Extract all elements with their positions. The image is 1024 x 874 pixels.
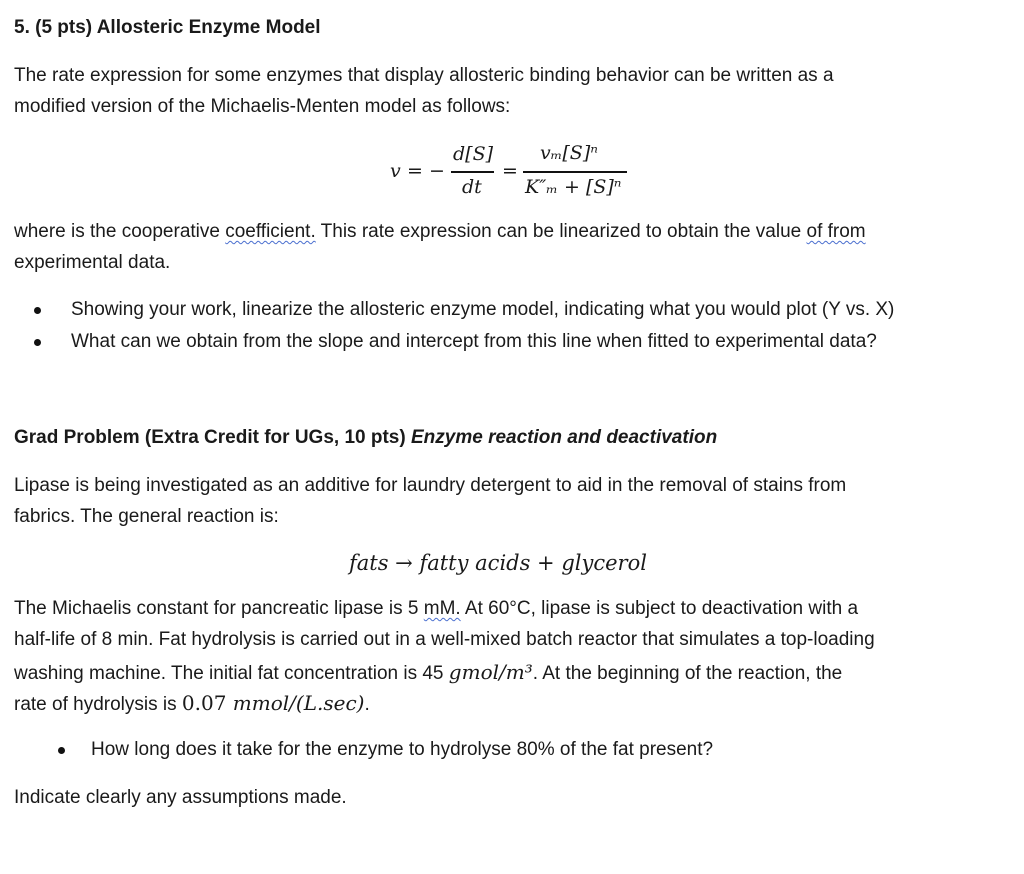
para4-text-b: . bbox=[364, 694, 370, 715]
para3-text-a: washing machine. The initial fat concentration is 45 bbox=[14, 663, 449, 684]
grad-intro-line2: fabrics. The general reaction is: bbox=[14, 506, 279, 527]
grad-para-line4 bbox=[14, 691, 370, 716]
q5-title: 5. (5 pts) Allosteric Enzyme Model bbox=[14, 17, 321, 38]
eq-equals: = bbox=[502, 160, 518, 182]
hydrolysis-rate-unit: mmol/(L.sec) bbox=[232, 691, 365, 715]
bullet-icon bbox=[58, 747, 65, 754]
hydrolysis-rate-value: 0.07 bbox=[181, 691, 233, 715]
grad-closing: Indicate clearly any assumptions made. bbox=[14, 787, 347, 808]
eq-den1: dt bbox=[462, 176, 482, 198]
fat-concentration-unit: gmol/m³ bbox=[448, 660, 533, 684]
grad-para-line3 bbox=[14, 660, 842, 685]
q5-bullet-2: What can we obtain from the slope and intercept from this line when fitted to experimental data? bbox=[71, 331, 877, 352]
grad-para-line2: half-life of 8 min. Fat hydrolysis is carried out in a well-mixed batch reactor that simulates a top-loading bbox=[14, 629, 875, 650]
eq-equals-minus: = − bbox=[407, 160, 445, 182]
eq-v: v bbox=[390, 160, 401, 182]
grad-para-line1 bbox=[14, 598, 858, 620]
grad-bullet-1: How long does it take for the enzyme to hydrolyse 80% of the fat present? bbox=[91, 739, 714, 760]
eq-fraction-bar-2 bbox=[523, 171, 627, 173]
grad-title bbox=[14, 427, 717, 449]
para3-text-b: . At the beginning of the reaction, the bbox=[532, 663, 843, 684]
reaction-equation: fats → fatty acids + glycerol bbox=[349, 551, 647, 575]
grad-title-bold: Grad Problem (Extra Credit for UGs, 10 pts) bbox=[14, 427, 411, 448]
michaelis-constant-unit: mM. bbox=[423, 598, 461, 619]
bullet-icon bbox=[34, 307, 41, 314]
bullet-icon bbox=[34, 339, 41, 346]
para1-text-a: The Michaelis constant for pancreatic lipase is 5 bbox=[14, 598, 424, 619]
q5-intro-line2: modified version of the Michaelis-Menten model as follows: bbox=[14, 96, 511, 117]
q5-where-line2: experimental data. bbox=[14, 252, 171, 273]
where-text-a: where is the cooperative bbox=[14, 221, 226, 242]
eq-den2: K″ₘ + [S]ⁿ bbox=[525, 176, 622, 198]
eq-num2: vₘ[S]ⁿ bbox=[540, 142, 598, 164]
where-of-from: of from bbox=[806, 221, 866, 242]
grad-title-italic: Enzyme reaction and deactivation bbox=[410, 427, 718, 448]
eq-num1: d[S] bbox=[453, 143, 494, 165]
eq-fraction-bar-1 bbox=[451, 171, 494, 173]
where-coefficient: coefficient. bbox=[225, 221, 316, 242]
where-text-b: This rate expression can be linearized to obtain the value bbox=[315, 221, 807, 242]
q5-intro-line1: The rate expression for some enzymes that display allosteric binding behavior can be written as a bbox=[14, 65, 834, 86]
para4-text-a: rate of hydrolysis is bbox=[14, 694, 182, 715]
q5-where-line1 bbox=[14, 221, 866, 243]
q5-bullet-1: Showing your work, linearize the allosteric enzyme model, indicating what you would plot (Y vs. X) bbox=[71, 299, 895, 320]
grad-intro-line1: Lipase is being investigated as an additive for laundry detergent to aid in the removal of stains from bbox=[14, 475, 847, 496]
para1-text-b: At 60°C, lipase is subject to deactivation with a bbox=[460, 598, 859, 619]
